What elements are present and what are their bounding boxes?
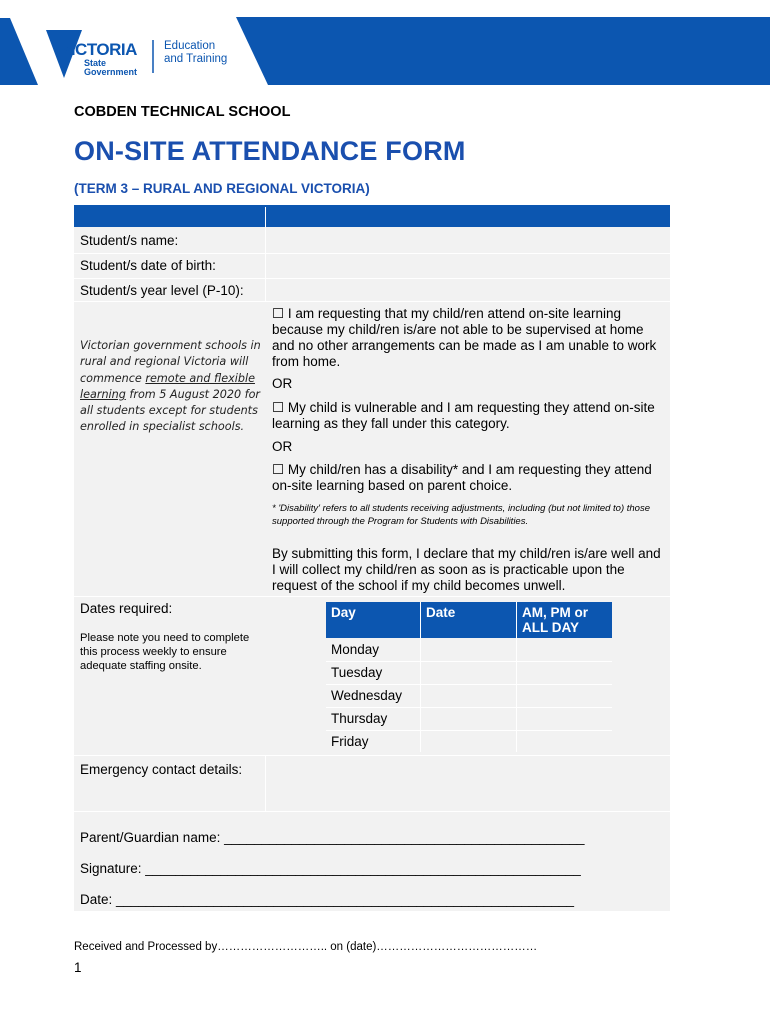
student-year-label: Student/s year level (P-10):: [80, 283, 244, 298]
date-line[interactable]: Date: _____________________________________________________________: [80, 892, 575, 907]
day-row-tuesday[interactable]: [326, 661, 612, 684]
or-separator: OR: [272, 439, 293, 454]
day-name: Tuesday: [331, 665, 383, 680]
declaration-text: By submitting this form, I declare that my child/ren is/are well and I will collect my child/ren as soon as is practicable upon the request of the school if my child becomes unwell.: [272, 546, 661, 593]
header-divider: [516, 602, 517, 638]
dept-line-1: Education: [164, 40, 216, 52]
day-row-thursday[interactable]: [326, 707, 612, 730]
parent-guardian-line[interactable]: Parent/Guardian name: ________________________________________________: [80, 830, 585, 845]
received-processed-line: Received and Processed by……………………….. on (date)……………………………………: [74, 941, 538, 953]
signature-line[interactable]: Signature: __________________________________________________________: [80, 861, 581, 876]
option-unable-to-supervise[interactable]: ☐ I am requesting that my child/ren attend on-site learning because my child/ren is/are not able to be supervised at home and no other arrangements can be made as I am unable to work from home.: [272, 306, 657, 369]
form-header-bar: [74, 205, 670, 227]
attendance-form: [74, 205, 670, 911]
logo-word: VICTORIA: [60, 40, 137, 59]
form-subtitle: (TERM 3 – RURAL AND REGIONAL VICTORIA): [74, 181, 370, 196]
weekly-process-note: Please note you need to complete this process weekly to ensure adequate staffing onsite.: [80, 632, 250, 672]
or-separator: OR: [272, 376, 293, 391]
row-divider: [74, 301, 670, 302]
emergency-contact-label: Emergency contact details:: [80, 762, 243, 777]
student-dob-label: Student/s date of birth:: [80, 258, 216, 273]
student-year-field[interactable]: [266, 279, 670, 301]
time-column-header: AM, PM or ALL DAY: [522, 605, 588, 635]
form-title: ON-SITE ATTENDANCE FORM: [74, 136, 466, 166]
day-name: Friday: [331, 734, 369, 749]
day-row-friday[interactable]: [326, 730, 612, 753]
dates-required-label: Dates required:: [80, 601, 173, 616]
remote-learning-link: remote and flexible learning: [80, 371, 255, 401]
disability-footnote: * 'Disability' refers to all students receiving adjustments, including (but not limited to) those supported through the Program for Students with Disabilities.: [272, 503, 651, 527]
day-name: Wednesday: [331, 688, 403, 703]
page-number: 1: [74, 960, 82, 975]
day-row-wednesday[interactable]: [326, 684, 612, 707]
row-divider: [74, 811, 670, 812]
form-header-divider: [265, 207, 266, 227]
date-column-header: Date: [426, 605, 456, 620]
school-name: COBDEN TECHNICAL SCHOOL: [74, 104, 291, 120]
day-name: Thursday: [331, 711, 388, 726]
day-row-monday[interactable]: [326, 638, 612, 661]
student-name-field[interactable]: [266, 227, 670, 253]
option-disability[interactable]: ☐ My child/ren has a disability* and I am requesting they attend on-site learning based on parent choice.: [272, 462, 652, 493]
student-dob-field[interactable]: [266, 254, 670, 278]
header-divider: [420, 602, 421, 638]
student-name-label: Student/s name:: [80, 233, 179, 248]
day-name: Monday: [331, 642, 380, 657]
day-column-header: Day: [331, 605, 356, 620]
rural-regional-note: Victorian government schools in rural and regional Victoria will commence remote and flexible learning from 5 August 2020 for all students except for students enrolled in specialist schools.: [80, 339, 261, 434]
logo-sub-government: Government: [84, 67, 138, 77]
emergency-contact-field[interactable]: [266, 756, 670, 811]
option-vulnerable[interactable]: ☐ My child is vulnerable and I am requesting they attend on-site learning as they fall under this category.: [272, 400, 655, 431]
logo-sub-state: State: [84, 58, 107, 68]
row-divider: [74, 596, 670, 597]
dept-line-2: and Training: [164, 53, 228, 65]
